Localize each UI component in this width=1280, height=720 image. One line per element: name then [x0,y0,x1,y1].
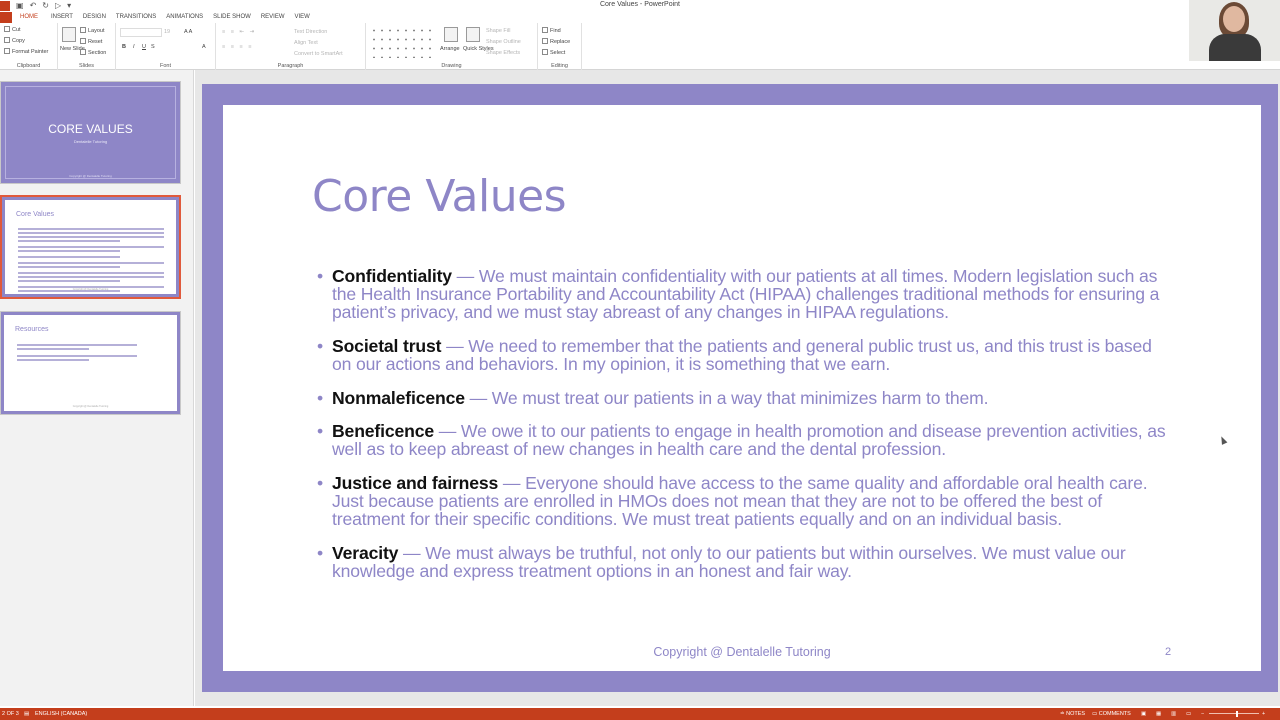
shape-fill-button[interactable]: Shape Fill [486,28,511,34]
find-icon [542,27,548,33]
bullet-list[interactable] [313,267,1173,596]
comments-button[interactable]: ▭ COMMENTS [1092,711,1131,717]
tab-design[interactable]: DESIGN [82,14,106,20]
slide-sorter-icon[interactable]: ▦ [1156,711,1162,717]
redo-icon[interactable]: ↻ [42,1,49,10]
bullet-term: Nonmaleficence [332,387,465,408]
customize-toolbar-icon[interactable]: ▾ [67,1,72,10]
quick-styles-icon[interactable] [466,27,480,42]
slide-number: 2 [1165,646,1172,658]
reset-button[interactable]: Reset [80,38,102,46]
font-name-box[interactable] [120,28,162,37]
ribbon [0,23,1280,70]
clipboard-group-label: Clipboard [16,63,41,69]
align-buttons[interactable]: ≡ ≡ ≡ ≡ [222,44,254,50]
thumbnail-text-lines [18,228,164,296]
status-bar [0,708,1280,720]
text-direction-button[interactable]: Text Direction [294,29,328,35]
spelling-icon[interactable]: ▤ [24,711,30,717]
bullet-justice-fairness [313,474,1173,528]
format-painter-button[interactable]: Format Painter [4,48,48,56]
webcam-overlay [1189,0,1280,61]
list-buttons[interactable]: ≡ ≡ ⇤ ⇥ [222,29,257,35]
section-button[interactable]: Section [80,49,106,57]
clipboard-group [0,23,58,70]
thumbnail-title: Core Values [16,211,55,218]
replace-button[interactable]: Replace [542,38,570,46]
slide-thumbnail-1[interactable] [0,81,181,184]
drawing-group-label: Drawing [441,63,462,69]
tab-animations[interactable]: ANIMATIONS [166,14,204,20]
replace-icon [542,38,548,44]
bullet-term: Veracity [332,542,399,563]
bullet-icon: • [317,421,324,442]
layout-icon [80,27,86,33]
scissors-icon [4,26,10,32]
editing-group [538,23,582,70]
zoom-slider-handle[interactable] [1236,711,1238,717]
bullet-text: — We owe it to our patients to engage in health promotion and disease prevention activities, as well as to keep abreast of new changes in health care and the dental profession. [332,421,1166,460]
find-button[interactable]: Find [542,27,561,35]
arrange-icon[interactable] [444,27,458,42]
start-slideshow-icon[interactable]: ▷ [54,1,62,10]
title-bar [0,0,1280,12]
current-slide[interactable] [202,84,1278,692]
convert-smartart-button[interactable]: Convert to SmartArt [294,51,343,57]
bullet-text: — We need to remember that the patients and general public trust us, and this trust is based on our actions and behaviors. In my opinion, it is something that we earn. [332,335,1152,374]
thumbnail-subtitle: Dentalelle Tutoring [73,139,108,144]
bullet-nonmaleficence [313,389,1173,407]
tab-review[interactable]: REVIEW [260,14,285,20]
bullet-text: — We must treat our patients in a way that minimizes harm to them. [464,387,989,408]
window-title: Core Values - PowerPoint [599,1,681,8]
italic-button[interactable]: I [133,44,135,50]
bullet-text: — Everyone should have access to the same quality and affordable oral health care. Just because patients are enrolled in HMOs does not mean that they are not to be offered the best of treatment for their specific conditions. We must treat patients equally and on an individual basis. [332,473,1148,530]
bullet-societal-trust [313,337,1173,373]
slide-title[interactable]: Core Values [312,171,567,222]
bullet-term: Beneficence [332,421,435,442]
paintbrush-icon [4,48,10,54]
tab-transitions[interactable]: TRANSITIONS [115,14,157,20]
thumbnail-copyright: Copyright @ Dentalelle Tutoring [72,288,109,291]
thumbnail-link-lines [17,344,137,363]
underline-button[interactable]: U [142,44,146,50]
shapes-gallery[interactable] [370,26,434,58]
bullet-icon: • [317,335,324,356]
zoom-out-icon[interactable]: − [1201,711,1205,717]
quick-styles-button[interactable]: Quick Styles [463,46,494,52]
slide-thumbnail-2[interactable] [0,195,181,299]
section-icon [80,49,86,55]
file-tab[interactable] [0,12,12,23]
slideshow-view-icon[interactable]: ▭ [1186,711,1192,717]
paragraph-group [216,23,366,70]
reset-icon [80,38,86,44]
shape-effects-button[interactable]: Shape Effects [486,50,521,56]
font-group [116,23,216,70]
presenter-face [1223,6,1245,32]
bullet-term: Justice and fairness [332,473,499,494]
font-color-button[interactable]: A [202,44,206,50]
shadow-button[interactable]: S [151,44,155,50]
zoom-in-icon[interactable]: + [1262,711,1266,717]
thumbnail-copyright: Copyright @ Dentalelle Tutoring [72,405,109,408]
drawing-group [366,23,538,70]
select-icon [542,49,548,55]
new-slide-icon[interactable] [62,27,76,42]
thumbnail-title: Resources [15,326,49,333]
slide-indicator: 2 OF 3 [2,711,19,717]
paragraph-group-label: Paragraph [277,63,304,69]
bullet-icon: • [317,473,324,494]
save-icon[interactable]: ▣ [16,1,24,10]
cut-button[interactable]: Cut [4,26,21,34]
bullet-icon: • [317,542,324,563]
tab-home[interactable]: HOME [17,12,41,24]
ribbon-tabs [0,12,315,23]
select-button[interactable]: Select [542,49,565,57]
slide-thumbnail-3[interactable] [0,311,181,415]
editing-group-label: Editing [551,63,568,69]
reading-view-icon[interactable]: ▥ [1171,711,1177,717]
thumbnail-title: CORE VALUES [48,122,133,136]
shape-outline-button[interactable]: Shape Outline [486,39,521,45]
align-text-button[interactable]: Align Text [294,40,318,46]
copy-button[interactable]: Copy [4,37,25,45]
bullet-term: Societal trust [332,335,442,356]
bullet-confidentiality [313,267,1173,321]
tab-slide-show[interactable]: SLIDE SHOW [213,14,251,20]
thumbnail-copyright: Copyright @ Dentalelle Tutoring [69,174,112,178]
normal-view-icon[interactable]: ▣ [1141,711,1147,717]
new-slide-button[interactable]: New Slide [60,46,85,52]
notes-button[interactable]: ≐ NOTES [1060,711,1086,717]
copy-icon [4,37,10,43]
bullet-icon: • [317,387,324,408]
zoom-slider[interactable] [1209,713,1259,714]
slide-content-panel [223,105,1261,671]
arrange-button[interactable]: Arrange [440,46,460,52]
slides-group-label: Slides [79,63,94,69]
bullet-beneficence [313,422,1173,458]
font-size-box[interactable]: 19 [164,29,171,35]
font-group-label: Font [159,63,171,69]
tab-view[interactable]: VIEW [294,14,310,20]
grow-font-button[interactable]: A A [184,29,193,35]
presenter-torso [1209,34,1261,61]
slide-thumbnail-pane [0,70,194,706]
bullet-text: — We must maintain confidentiality with our patients at all times. Modern legislation such as the Health Insurance Portability and Accountability Act (HIPAA) challenges traditional methods for ensuring a patient’s privacy, and we must stay abreast of any changes in HIPAA regulations. [332,266,1160,322]
tab-insert[interactable]: INSERT [51,14,73,20]
bold-button[interactable]: B [122,44,126,50]
bullet-text: — We must always be truthful, not only to our patients but within ourselves. We must value our knowledge and express treatment options in an honest and fair way. [332,542,1126,581]
layout-button[interactable]: Layout [80,27,105,35]
slide-editing-area [195,70,1280,706]
undo-icon[interactable]: ↶ [29,1,37,10]
slides-group [58,23,116,70]
slide-footer: Copyright @ Dentalelle Tutoring [653,645,831,659]
bullet-icon: • [317,266,324,286]
bullet-term: Confidentiality [332,266,452,286]
bullet-veracity [313,544,1173,580]
language-indicator[interactable]: ENGLISH (CANADA) [35,711,88,717]
